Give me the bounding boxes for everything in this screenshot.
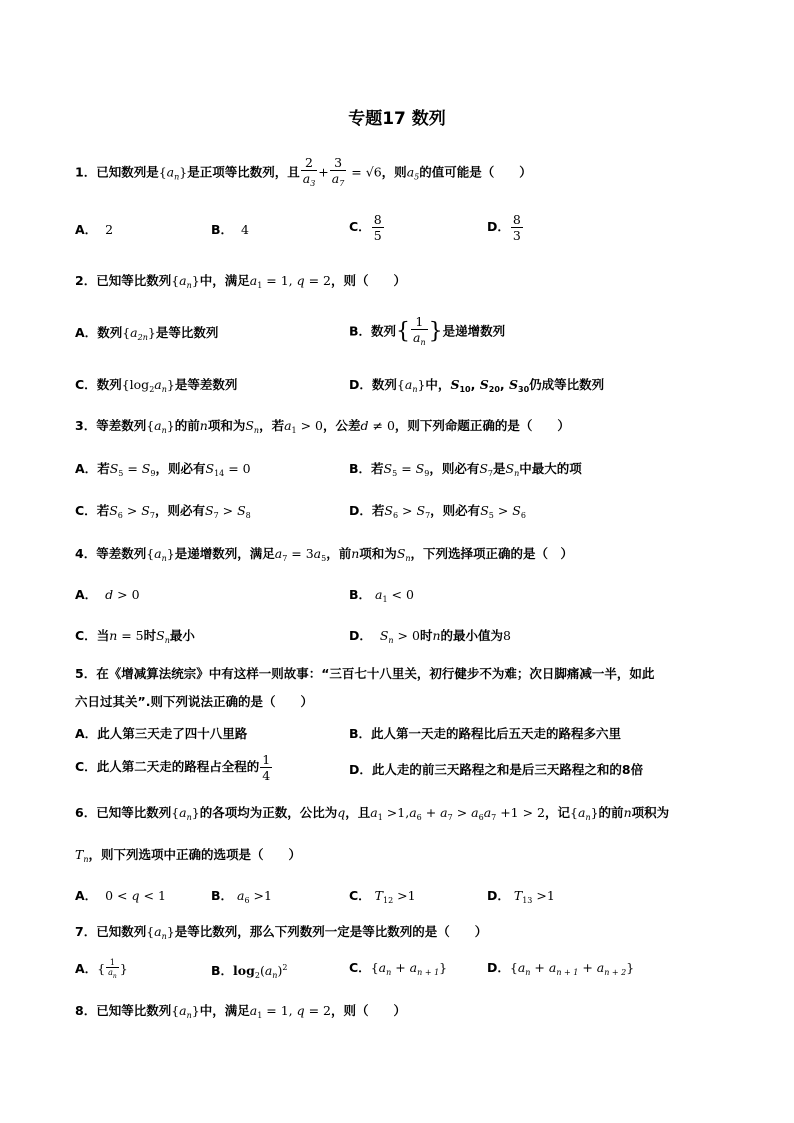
q1-option-d: D． $\frac{8}{3}$	[487, 212, 521, 243]
q2-option-c: C．数列$\{\log_2a_n\}$是等差数列	[75, 377, 238, 394]
q1-option-b: B． 4	[211, 222, 249, 237]
question-3: 3．等差数列$\{a_n\}$的前n项和为$S_n$，若$a_1 > 0$，公差d ≠ 0，则下列命题正确的是（ ）	[75, 418, 570, 435]
q3-option-a: A．若$S_5 = S_9$，则必有$S_{14} = 0$	[75, 461, 251, 478]
q7-option-c: C．$\{a_n + a_{n + 1}\}$	[349, 960, 448, 977]
question-1: 1．已知数列是$\{a_n\}$是正项等比数列，且 $\frac{2}{a_3}$ + $\frac{3}{a_7}$ = √6，则$a_5$的值可能是（ ）	[75, 155, 532, 191]
question-5-line-2: 六日过其关”.则下列说法正确的是（ ）	[75, 694, 313, 709]
q2-option-d: D．数列$\{a_n\}$中，$S_{10}$, $S_{20}$, $S_{30}$仍成等比数列	[349, 377, 605, 394]
q4-option-a: A． d > 0	[75, 587, 140, 602]
q4-option-b: B． $a_1 < 0$	[349, 587, 414, 604]
q6-option-a: A． 0 < q < 1	[75, 888, 166, 903]
q4-option-d: D． $S_n > 0$时n的最小值为8	[349, 628, 511, 645]
q3-option-d: D．若$S_6 > S_7$，则必有$S_5 > S_6$	[349, 503, 526, 520]
q1-option-c: C． $\frac{8}{5}$	[349, 212, 382, 243]
q5-option-d: D．此人走的前三天路程之和是后三天路程之和的8倍	[349, 762, 644, 777]
q4-option-c: C．当n = 5时$S_n$最小	[75, 628, 195, 645]
question-6-line-2: $T_n$，则下列选项中正确的选项是（ ）	[75, 847, 302, 864]
q7-option-a: A．{ $\frac{1}{a_n}$ }	[75, 958, 128, 980]
question-2: 2．已知等比数列$\{a_n\}$中，满足$a_1 = 1$, q = 2，则（ ）	[75, 273, 407, 290]
question-8: 8．已知等比数列$\{a_n\}$中，满足$a_1 = 1$, q = 2，则（ ）	[75, 1003, 407, 1020]
q5-option-b: B．此人第一天走的路程比后五天走的路程多六里	[349, 726, 622, 741]
q2-option-a: A．数列$\{a_{2n}\}$是等比数列	[75, 325, 219, 342]
q6-option-c: C． $T_{12} >1$	[349, 888, 416, 905]
q6-option-d: D． $T_{13} >1$	[487, 888, 555, 905]
question-6-line-1: 6．已知等比数列$\{a_n\}$的各项均为正数，公比为q，且$a_1 >1,a_6 + a_7 > a_6a_7 +1 > 2$，记$\{a_n\}$的前n项积为	[75, 805, 670, 822]
q1-option-a: A． 2	[75, 222, 114, 237]
q7-option-d: D．$\{a_n + a_{n + 1} + a_{n + 2}\}$	[487, 960, 635, 977]
question-5-line-1: 5．在《增减算法统宗》中有这样一则故事：“三百七十八里关，初行健步不为难；次日脚痛减一半，如此	[75, 666, 655, 681]
question-7: 7．已知数列$\{a_n\}$是等比数列，那么下列数列一定是等比数列的是（ ）	[75, 924, 488, 941]
q2-option-b: B．数列{ $\frac{1}{a_n}$ }是递增数列	[349, 314, 505, 350]
q3-option-b: B．若$S_5 = S_9$，则必有$S_7$是$S_n$中最大的项	[349, 461, 582, 478]
page-title: 专题17 数列	[348, 109, 446, 129]
q3-option-c: C．若$S_6 > S_7$，则必有$S_7 > S_8$	[75, 503, 251, 520]
q5-option-c: C．此人第二天走的路程占全程的 $\frac{1}{4}$	[75, 752, 271, 783]
question-4: 4．等差数列$\{a_n\}$是递增数列，满足$a_7 = 3a_5$，前n项和为$S_n$，下列选择项正确的是（ ）	[75, 546, 574, 563]
q6-option-b: B． $a_6 >1$	[211, 888, 272, 905]
q7-option-b: B．$\log_2(a_n)^2$	[211, 963, 288, 980]
q5-option-a: A．此人第三天走了四十八里路	[75, 726, 248, 741]
